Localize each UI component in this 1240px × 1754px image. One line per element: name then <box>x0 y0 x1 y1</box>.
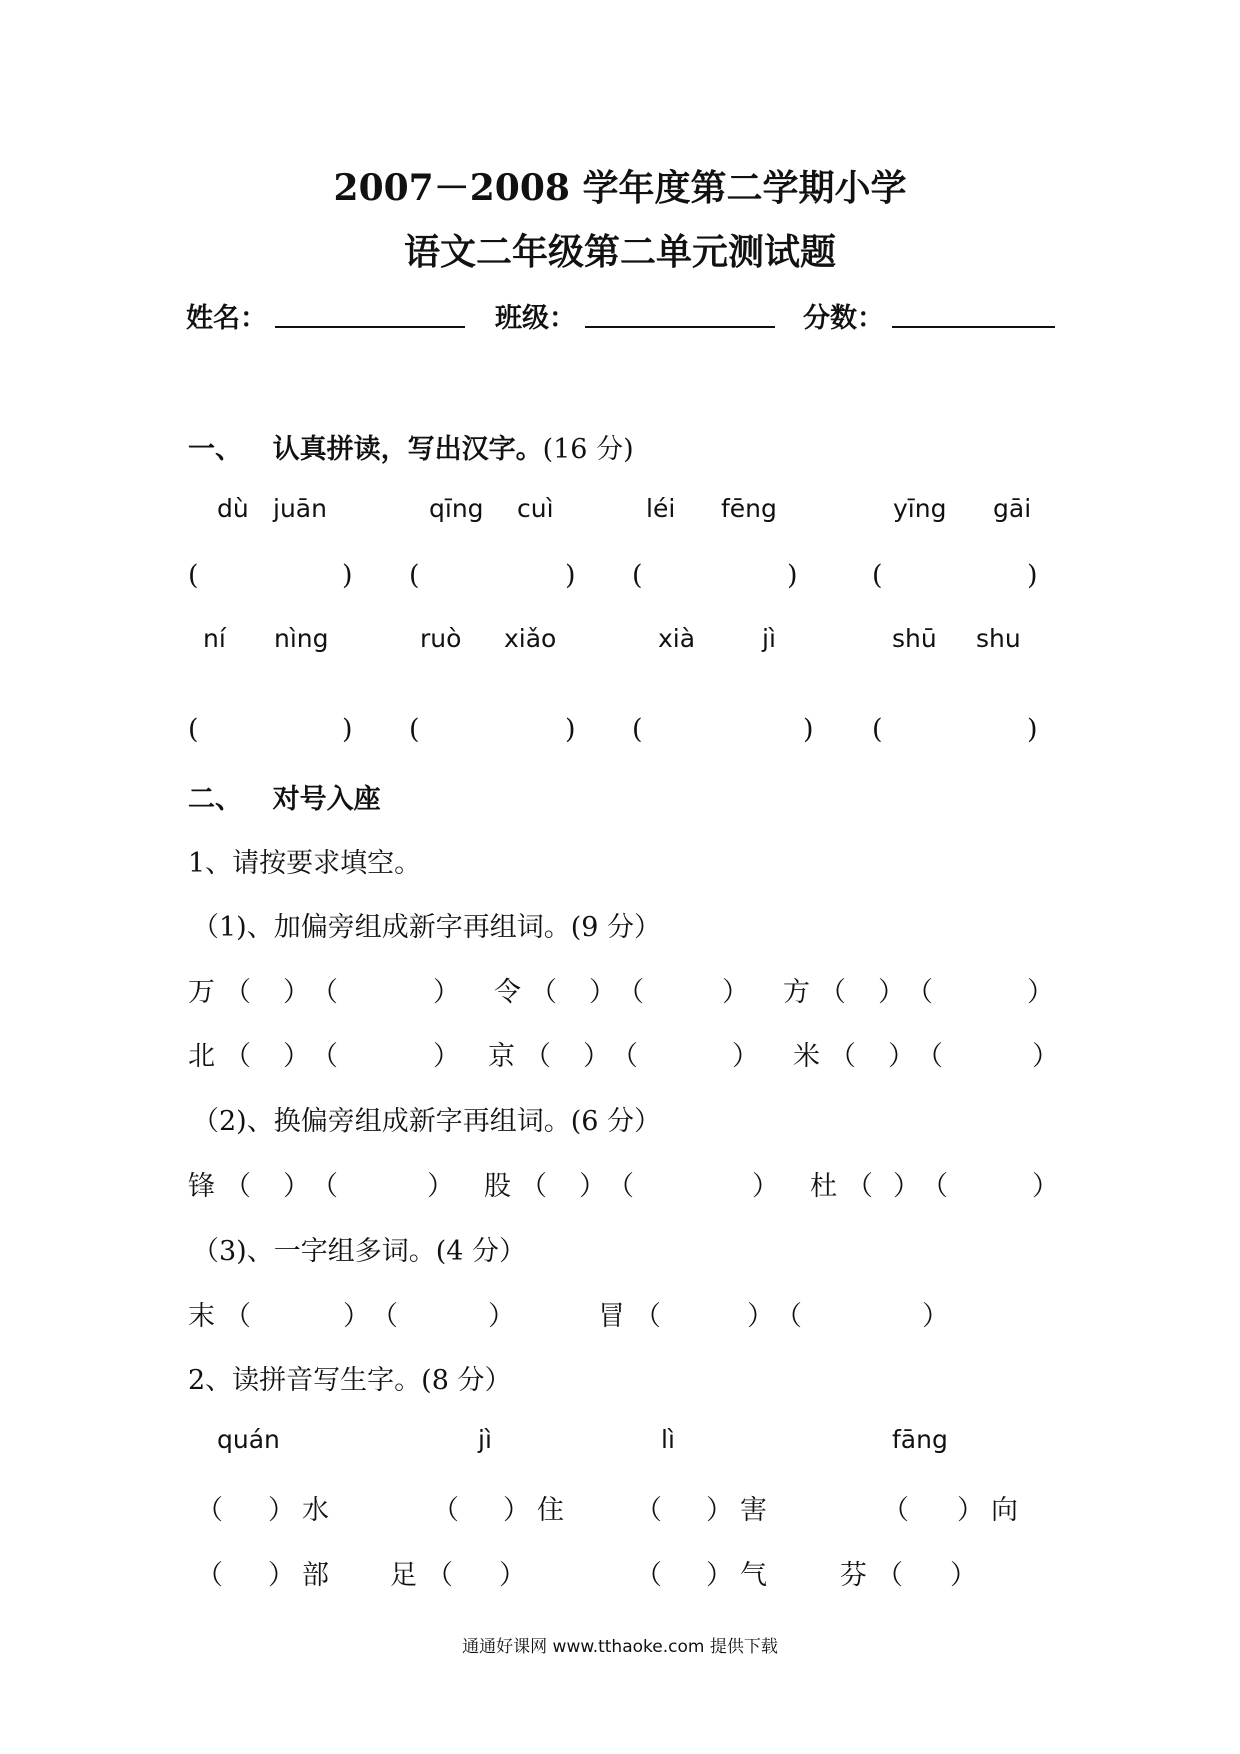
base-char: 令 <box>494 977 521 1008</box>
class-label: 班级： <box>495 303 576 334</box>
answer-paren-close: ) <box>1027 714 1038 745</box>
answer-paren-close: ） <box>878 977 905 1008</box>
question-2: 2、读拼音写生字。(8 分） <box>188 1365 512 1396</box>
answer-paren-close: ） <box>732 1041 759 1072</box>
class-blank[interactable] <box>585 326 775 328</box>
base-char: 冒 <box>598 1301 625 1332</box>
answer-paren-open[interactable]: （ <box>371 1301 398 1332</box>
answer-paren-close: ） <box>433 977 460 1008</box>
answer-paren-close: ） <box>752 1171 779 1202</box>
given-char: 向 <box>991 1495 1018 1526</box>
answer-paren-close: ） <box>268 1495 295 1526</box>
answer-paren-close: ） <box>268 1560 295 1591</box>
answer-paren-open[interactable]: （ <box>520 1171 547 1202</box>
answer-paren-open[interactable]: （ <box>921 1171 948 1202</box>
answer-paren-open[interactable]: （ <box>196 1560 223 1591</box>
answer-paren-close: ) <box>565 560 576 591</box>
answer-paren-open[interactable]: （ <box>432 1495 459 1526</box>
base-char: 杜 <box>810 1171 837 1202</box>
answer-paren-close: ） <box>893 1171 920 1202</box>
answer-paren-close: ） <box>950 1560 977 1591</box>
answer-paren-open[interactable]: （ <box>819 977 846 1008</box>
pinyin: ruò <box>420 624 462 653</box>
answer-paren-open[interactable]: （ <box>224 1301 251 1332</box>
section-2-heading <box>188 777 381 816</box>
base-char: 末 <box>188 1301 215 1332</box>
pinyin: quán <box>217 1425 280 1454</box>
answer-paren-open[interactable]: （ <box>846 1171 873 1202</box>
answer-paren-close: ） <box>922 1301 949 1332</box>
answer-paren-close: ) <box>342 714 353 745</box>
answer-paren-close: ) <box>1027 560 1038 591</box>
answer-paren-open[interactable]: （ <box>224 1171 251 1202</box>
answer-paren-close: ） <box>747 1301 774 1332</box>
pinyin: xià <box>658 624 696 653</box>
answer-paren-close: ） <box>503 1495 530 1526</box>
answer-paren-close: ） <box>706 1560 733 1591</box>
answer-paren-close: ） <box>433 1041 460 1072</box>
pinyin: jì <box>478 1425 492 1454</box>
answer-paren-open[interactable]: （ <box>224 977 251 1008</box>
answer-paren-open[interactable]: ( <box>632 560 643 591</box>
given-char: 水 <box>302 1495 329 1526</box>
given-char: 气 <box>740 1560 767 1591</box>
name-blank[interactable] <box>275 326 465 328</box>
answer-paren-open[interactable]: （ <box>311 1171 338 1202</box>
answer-paren-close: ） <box>283 977 310 1008</box>
answer-paren-open[interactable]: （ <box>196 1495 223 1526</box>
answer-paren-close: ） <box>589 977 616 1008</box>
answer-paren-open[interactable]: （ <box>882 1495 909 1526</box>
footer-source: 通通好课网 www.tthaoke.com 提供下载 <box>462 1637 778 1657</box>
base-char: 万 <box>188 977 215 1008</box>
pinyin: cuì <box>517 494 554 523</box>
score-label: 分数： <box>803 303 884 334</box>
answer-paren-open[interactable]: （ <box>607 1171 634 1202</box>
answer-paren-open[interactable]: （ <box>876 1560 903 1591</box>
answer-paren-open[interactable]: （ <box>635 1495 662 1526</box>
pinyin: shu <box>976 624 1021 653</box>
answer-paren-open[interactable]: ( <box>188 714 199 745</box>
answer-paren-open[interactable]: ( <box>409 714 420 745</box>
answer-paren-close: ） <box>957 1495 984 1526</box>
question-1: 1、请按要求填空。 <box>188 848 422 879</box>
pinyin: fāng <box>892 1425 948 1454</box>
answer-paren-close: ) <box>342 560 353 591</box>
answer-paren-close: ） <box>499 1560 526 1591</box>
answer-paren-open[interactable]: （ <box>426 1560 453 1591</box>
pinyin: léi <box>646 494 676 523</box>
given-char: 芬 <box>840 1560 867 1591</box>
question-1-3: （3)、一字组多词。(4 分） <box>192 1236 527 1267</box>
score-blank[interactable] <box>892 326 1055 328</box>
answer-paren-close: ） <box>343 1301 370 1332</box>
base-char: 米 <box>793 1041 820 1072</box>
pinyin: shū <box>892 624 937 653</box>
answer-paren-open[interactable]: （ <box>311 977 338 1008</box>
base-char: 锋 <box>188 1171 215 1202</box>
answer-paren-close: ） <box>488 1301 515 1332</box>
answer-paren-close: ） <box>1032 1041 1059 1072</box>
answer-paren-close: ） <box>583 1041 610 1072</box>
answer-paren-open[interactable]: （ <box>617 977 644 1008</box>
answer-paren-close: ） <box>1027 977 1054 1008</box>
answer-paren-open[interactable]: ( <box>872 714 883 745</box>
title-line-2: 语文二年级第二单元测试题 <box>403 231 836 273</box>
section-2-number: 二、 <box>188 784 242 815</box>
pinyin: juān <box>273 494 327 523</box>
answer-paren-open[interactable]: （ <box>634 1301 661 1332</box>
section-1-score: (16 分) <box>542 434 634 465</box>
answer-paren-close: ) <box>565 714 576 745</box>
pinyin: xiǎo <box>504 624 557 653</box>
pinyin: lì <box>661 1425 675 1454</box>
pinyin: fēng <box>721 494 777 523</box>
base-char: 方 <box>783 977 810 1008</box>
pinyin: gāi <box>993 494 1032 523</box>
answer-paren-open[interactable]: （ <box>524 1041 551 1072</box>
section-1-number: 一、 <box>188 434 242 465</box>
answer-paren-close: ） <box>427 1171 454 1202</box>
pinyin: ní <box>203 624 226 653</box>
answer-paren-open[interactable]: ( <box>872 560 883 591</box>
answer-paren-open[interactable]: （ <box>775 1301 802 1332</box>
name-label: 姓名： <box>186 303 267 334</box>
section-2-title: 对号入座 <box>272 784 381 815</box>
answer-paren-open[interactable]: ( <box>632 714 643 745</box>
answer-paren-open[interactable]: ( <box>409 560 420 591</box>
given-char: 住 <box>537 1495 564 1526</box>
given-char: 足 <box>390 1560 417 1591</box>
answer-paren-close: ) <box>787 560 798 591</box>
pinyin: nìng <box>274 624 329 653</box>
section-1-heading <box>188 427 634 466</box>
answer-paren-close: ） <box>706 1495 733 1526</box>
answer-paren-open[interactable]: （ <box>530 977 557 1008</box>
title-line-1: 2007－2008 学年度第二学期小学 <box>333 167 907 209</box>
given-char: 害 <box>740 1495 767 1526</box>
answer-paren-close: ） <box>283 1041 310 1072</box>
base-char: 股 <box>484 1171 511 1202</box>
given-char: 部 <box>302 1560 329 1591</box>
pinyin: jì <box>762 624 776 653</box>
answer-paren-close: ) <box>803 714 814 745</box>
answer-paren-open[interactable]: ( <box>188 560 199 591</box>
answer-paren-open[interactable]: （ <box>611 1041 638 1072</box>
answer-paren-close: ） <box>1032 1171 1059 1202</box>
question-1-1: （1)、加偏旁组成新字再组词。(9 分） <box>192 912 662 943</box>
pinyin: qīng <box>429 494 484 523</box>
answer-paren-open[interactable]: （ <box>224 1041 251 1072</box>
question-1-2: （2)、换偏旁组成新字再组词。(6 分） <box>192 1106 662 1137</box>
answer-paren-close: ） <box>888 1041 915 1072</box>
base-char: 京 <box>488 1041 515 1072</box>
answer-paren-open[interactable]: （ <box>916 1041 943 1072</box>
pinyin: dù <box>217 494 249 523</box>
answer-paren-close: ） <box>722 977 749 1008</box>
pinyin: yīng <box>893 494 947 523</box>
answer-paren-open[interactable]: （ <box>635 1560 662 1591</box>
answer-paren-open[interactable]: （ <box>829 1041 856 1072</box>
base-char: 北 <box>188 1041 215 1072</box>
answer-paren-close: ） <box>579 1171 606 1202</box>
answer-paren-open[interactable]: （ <box>311 1041 338 1072</box>
section-1-title: 认真拼读，写出汉字。 <box>272 434 543 465</box>
answer-paren-close: ） <box>283 1171 310 1202</box>
answer-paren-open[interactable]: （ <box>906 977 933 1008</box>
